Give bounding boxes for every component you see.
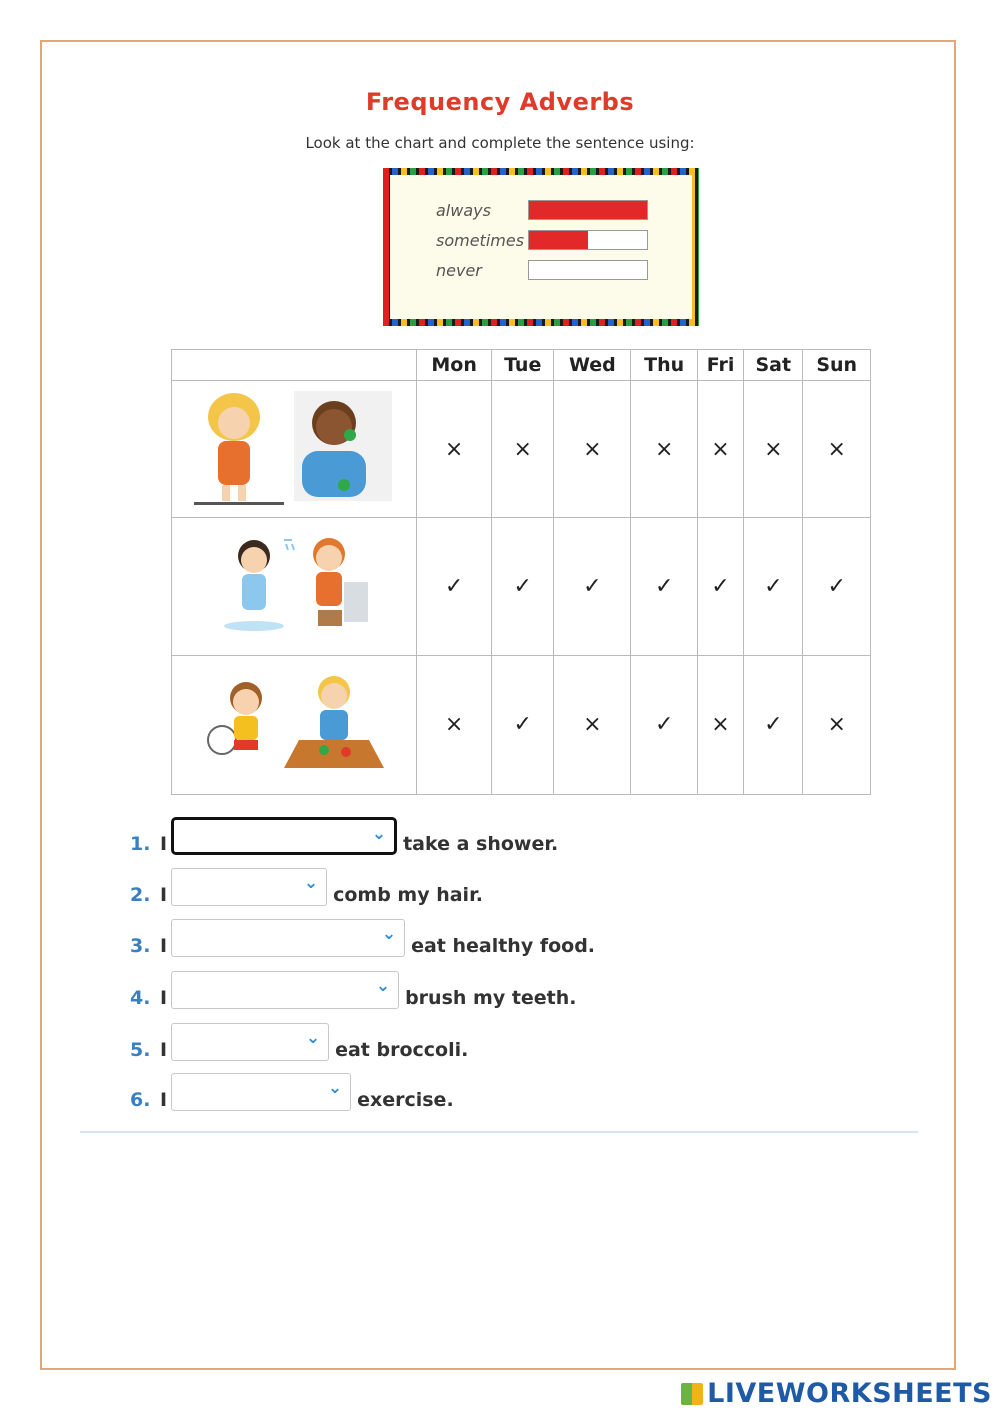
activity-illustration (172, 518, 417, 655)
chart-mark: × (417, 381, 492, 518)
frequency-legend (383, 168, 699, 326)
sentence-number: 3. (130, 935, 151, 957)
adverb-dropdown-3[interactable] (171, 919, 405, 957)
sentence-text: comb my hair. (333, 884, 483, 906)
chart-mark: × (697, 655, 743, 794)
sentence-number: 2. (130, 884, 151, 906)
chart-row (172, 381, 871, 518)
chart-mark: ✓ (803, 518, 871, 655)
chart-mark: × (803, 655, 871, 794)
day-header: Fri (697, 350, 743, 381)
boy-playing-ball-and-boy-eating-icon (184, 668, 404, 778)
legend-label: never (436, 260, 482, 280)
sentence-text: brush my teeth. (405, 987, 577, 1009)
legend-row-sometimes (436, 225, 666, 255)
chart-mark: ✓ (744, 518, 803, 655)
chevron-down-icon: ⌄ (375, 976, 391, 996)
chevron-down-icon: ⌄ (305, 1028, 321, 1048)
liveworksheets-logo-icon (681, 1383, 703, 1405)
chart-mark: ✓ (744, 655, 803, 794)
chart-corner (172, 350, 417, 381)
chart-row (172, 655, 871, 794)
legend-bar (528, 200, 648, 220)
chart-mark: × (417, 655, 492, 794)
chart-mark: × (554, 381, 631, 518)
legend-bar-fill (529, 201, 647, 219)
adverb-dropdown-2[interactable] (171, 868, 327, 906)
sentence-1 (130, 815, 558, 855)
chevron-down-icon: ⌄ (381, 924, 397, 944)
sentence-text: take a shower. (403, 833, 559, 855)
legend-label: always (436, 200, 491, 220)
chevron-down-icon: ⌄ (371, 824, 387, 844)
day-header: Thu (631, 350, 697, 381)
legend-row-always (436, 195, 666, 225)
chart-mark: ✓ (554, 518, 631, 655)
chevron-down-icon: ⌄ (327, 1078, 343, 1098)
sentence-text: eat healthy food. (411, 935, 596, 957)
sentence-6 (130, 1071, 454, 1111)
instruction-text: Look at the chart and complete the sentence using: (305, 134, 695, 152)
day-header: Sun (803, 350, 871, 381)
legend-label: sometimes (436, 230, 525, 250)
chart-mark: ✓ (631, 518, 697, 655)
sentence-2 (130, 866, 483, 906)
chart-mark: ✓ (492, 518, 554, 655)
day-header: Sat (744, 350, 803, 381)
chart-mark: × (554, 655, 631, 794)
chart-row (172, 518, 871, 655)
liveworksheets-logo[interactable] (681, 1378, 992, 1409)
chart-mark: × (492, 381, 554, 518)
girl-combing-hair-and-boy-brushing-teeth-icon (194, 387, 394, 507)
legend-row-never (436, 255, 666, 285)
chevron-down-icon: ⌄ (303, 873, 319, 893)
activity-illustration (172, 655, 417, 794)
sentence-3 (130, 917, 595, 957)
sentence-number: 5. (130, 1039, 151, 1061)
activity-illustration (172, 381, 417, 518)
sentence-number: 4. (130, 987, 151, 1009)
day-header: Tue (492, 350, 554, 381)
adverb-dropdown-4[interactable] (171, 971, 399, 1009)
page-title: Frequency Adverbs (365, 88, 635, 116)
day-header: Mon (417, 350, 492, 381)
chart-mark: ✓ (417, 518, 492, 655)
day-header: Wed (554, 350, 631, 381)
sentence-4 (130, 969, 577, 1009)
legend-bar-fill (529, 231, 588, 249)
sentence-subject: I (160, 1039, 168, 1061)
adverb-dropdown-6[interactable] (171, 1073, 351, 1111)
sentence-number: 6. (130, 1089, 151, 1111)
sentence-subject: I (160, 935, 168, 957)
legend-bar (528, 230, 648, 250)
chart-mark: × (631, 381, 697, 518)
brand-text: LIVEWORKSHEETS (707, 1378, 992, 1409)
chart-mark: ✓ (492, 655, 554, 794)
sentence-subject: I (160, 884, 168, 906)
chart-mark: × (697, 381, 743, 518)
girl-showering-and-boy-washing-face-icon (194, 530, 394, 640)
chart-mark: ✓ (697, 518, 743, 655)
legend-bar (528, 260, 648, 280)
chart-mark: × (744, 381, 803, 518)
adverb-dropdown-1[interactable] (171, 817, 397, 855)
sentence-subject: I (160, 833, 168, 855)
sentence-text: exercise. (357, 1089, 454, 1111)
chart-header-row (172, 350, 871, 381)
sentence-number: 1. (130, 833, 151, 855)
chart-mark: × (803, 381, 871, 518)
sentence-5 (130, 1021, 468, 1061)
sentence-text: eat broccoli. (335, 1039, 469, 1061)
chart-mark: ✓ (631, 655, 697, 794)
divider (80, 1131, 918, 1133)
sentence-subject: I (160, 1089, 168, 1111)
sentence-subject: I (160, 987, 168, 1009)
weekly-chart (171, 349, 871, 795)
adverb-dropdown-5[interactable] (171, 1023, 329, 1061)
